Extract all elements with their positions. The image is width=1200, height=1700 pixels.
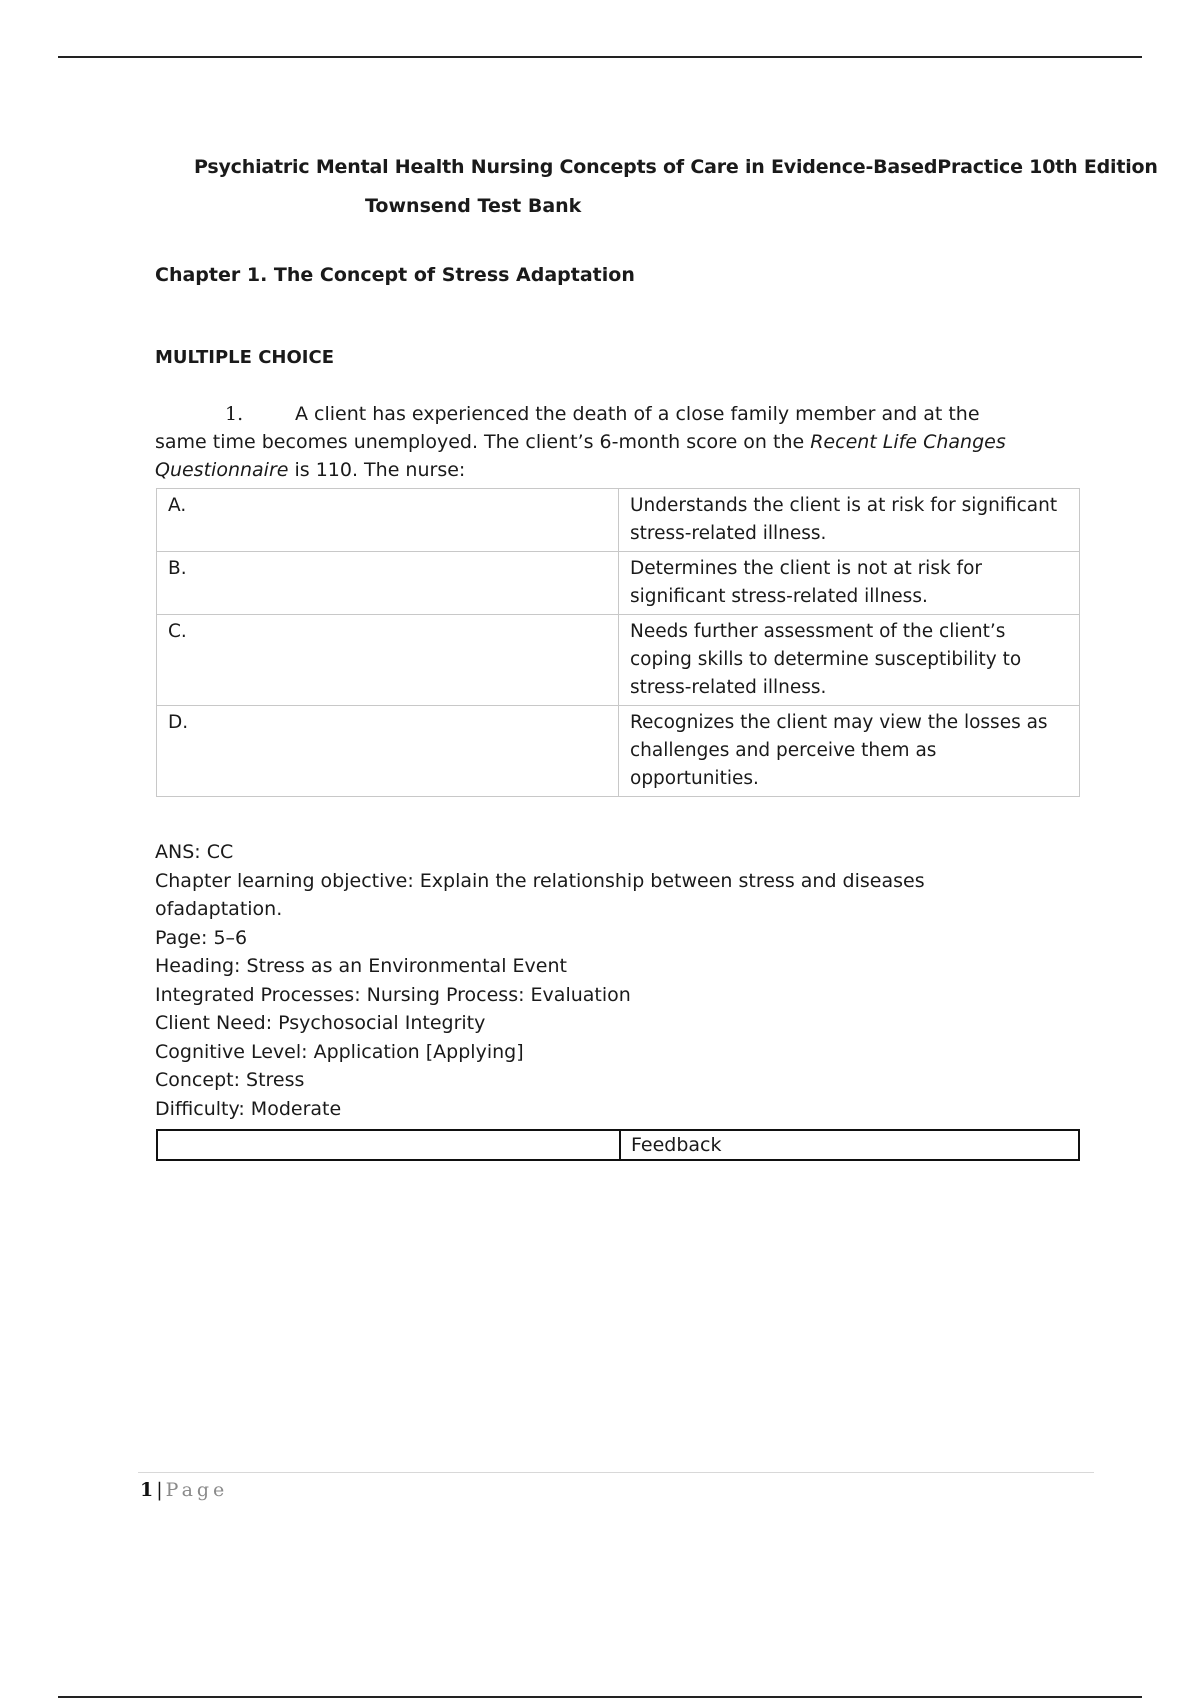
option-text: Needs further assessment of the client’s coping skills to determine susceptibility to stress-related illness. bbox=[619, 615, 1080, 706]
chapter-heading: Chapter 1. The Concept of Stress Adaptation bbox=[155, 264, 635, 286]
bottom-border-line bbox=[58, 1696, 1142, 1698]
heading-line: Heading: Stress as an Environmental Event bbox=[155, 955, 567, 977]
answer-options-table bbox=[156, 488, 1080, 797]
concept-line: Concept: Stress bbox=[155, 1069, 305, 1091]
difficulty-line: Difficulty: Moderate bbox=[155, 1097, 342, 1120]
option-letter: C. bbox=[157, 615, 619, 706]
option-row-a bbox=[157, 489, 1080, 552]
question-text-part1: A client has experienced the death of a close family member and at the same time becomes unemployed. The client’s 6-month score on the bbox=[155, 403, 980, 453]
question-text-part2: is 110. The nurse: bbox=[288, 459, 466, 481]
cognitive-level-line: Cognitive Level: Application [Applying] bbox=[155, 1040, 524, 1063]
processes-line: Integrated Processes: Nursing Process: Evaluation bbox=[155, 983, 631, 1006]
option-letter: D. bbox=[157, 706, 619, 797]
page-reference: Page: 5–6 bbox=[155, 926, 248, 949]
footer-separator: | bbox=[156, 1479, 163, 1501]
option-row-d bbox=[157, 706, 1080, 797]
option-row-c bbox=[157, 615, 1080, 706]
question-number: 1. bbox=[225, 403, 244, 425]
answer-metadata bbox=[155, 838, 1055, 1123]
question-text-italic: Recent Life Changes Questionnaire bbox=[155, 431, 1006, 481]
section-heading: MULTIPLE CHOICE bbox=[155, 347, 334, 368]
document-title: Psychiatric Mental Health Nursing Concepts of Care in Evidence-BasedPractice 10th Edition bbox=[194, 156, 1158, 178]
feedback-empty-cell bbox=[157, 1130, 620, 1160]
feedback-table bbox=[156, 1129, 1080, 1161]
feedback-row bbox=[157, 1130, 1079, 1160]
option-text: Determines the client is not at risk for significant stress-related illness. bbox=[619, 552, 1080, 615]
option-letter: B. bbox=[157, 552, 619, 615]
objective-continuation: ofadaptation. bbox=[155, 898, 283, 920]
objective-line: Chapter learning objective: Explain the relationship between stress and diseases bbox=[155, 869, 925, 892]
document-subtitle: Townsend Test Bank bbox=[365, 195, 582, 217]
footer-divider bbox=[138, 1472, 1094, 1473]
feedback-label: Feedback bbox=[620, 1130, 1079, 1160]
answer-line: ANS: CC bbox=[155, 841, 234, 863]
client-need-line: Client Need: Psychosocial Integrity bbox=[155, 1012, 486, 1034]
footer-page-word: Page bbox=[165, 1479, 229, 1501]
question-stem bbox=[155, 400, 1035, 484]
footer-page-number: 1 bbox=[140, 1479, 154, 1501]
option-text: Understands the client is at risk for significant stress-related illness. bbox=[619, 489, 1080, 552]
option-row-b bbox=[157, 552, 1080, 615]
page-footer bbox=[140, 1479, 228, 1501]
option-letter: A. bbox=[157, 489, 619, 552]
top-border-line bbox=[58, 56, 1142, 58]
option-text: Recognizes the client may view the losses as challenges and perceive them as opportunities. bbox=[619, 706, 1080, 797]
